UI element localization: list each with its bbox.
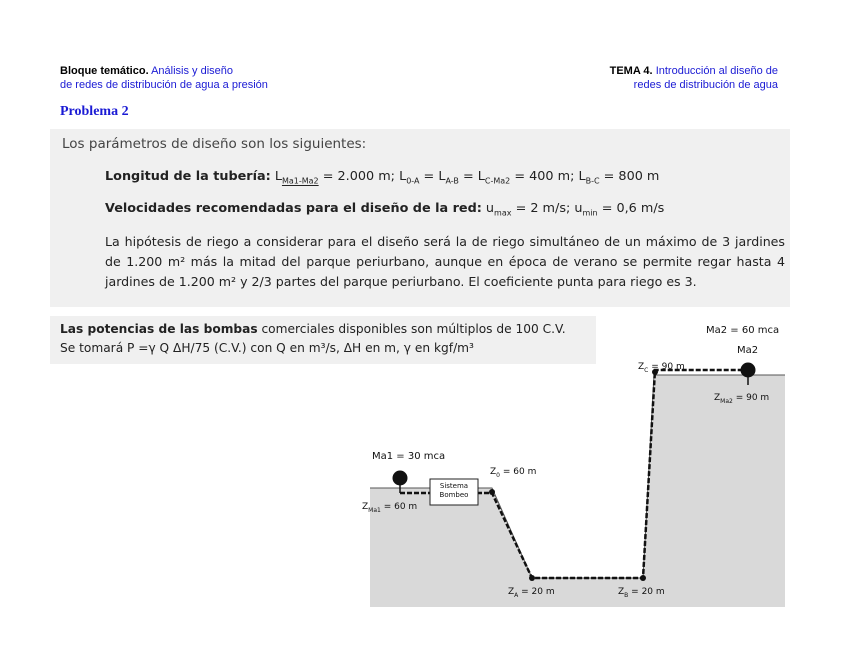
node-a: [529, 575, 535, 581]
header-right-topic: Introducción al diseño de: [655, 65, 778, 77]
irrigation-hypothesis: La hipótesis de riego a considerar para el diseño será la de riego simultáneo de un máximo de 3 jardines de 1.200 m² más la mitad del parque periurbano, aunque en época de verano se permite regar hasta 4 jardines de 1.200 m² y 2/3 partes del parque periurbano. El coeficiente punta para riego es 3.: [105, 234, 785, 289]
z-ma1-label: $Z_{Ma1} = 60$ m: [362, 502, 418, 514]
ma2-pressure-label: Ma2 = 60 mca: [706, 325, 780, 336]
pipe-length-line: Longitud de la tubería: $L_{Ma1-Ma2} = 2.000$ m; $L_{0-A} = L_{A-B} = L_{C-Ma2} = 400$ m; $L_{B-C} = 800$ m: [105, 169, 660, 186]
pumping-system-label: Sistema Bombeo: [439, 482, 469, 499]
z-0-label: $Z_0 = 60$ m: [490, 467, 537, 479]
pipe-length-value-3: = 800 m: [603, 169, 660, 184]
z-c-label: $Z_C = 90$ m: [638, 362, 685, 374]
header-left-topic-2: de redes de distribución de agua a presión: [60, 79, 268, 91]
z-b-label: $Z_B = 20$ m: [618, 587, 665, 599]
pumps-line-1-rest: comerciales disponibles son múltiplos de 100 C.V.: [257, 322, 566, 336]
velocity-max: = 2 m/s;: [515, 201, 571, 216]
header-left-label: Bloque temático.: [60, 65, 149, 77]
velocity-min: = 0,6 m/s: [601, 201, 665, 216]
pumps-line-2: Se tomará P =γ Q ΔH/75 (C.V.) con Q en m³/s, ΔH en m, γ en kgf/m³: [60, 341, 474, 355]
ma1-pressure-label: Ma1 = 30 mca: [372, 451, 446, 462]
pumps-bold: Las potencias de las bombas: [60, 322, 258, 336]
pipe-length-value-2: = 400 m;: [514, 169, 575, 184]
pipe-length-value-1: = 2.000 m;: [322, 169, 395, 184]
manometer-ma1: [393, 471, 408, 486]
header-right-topic-2: redes de distribución de agua: [633, 79, 778, 91]
z-ma2-label: $Z_{Ma2} = 90$ m: [714, 393, 770, 405]
ma2-name-label: Ma2: [737, 345, 759, 356]
velocity-line: Velocidades recomendadas para el diseño de la red: $u_{max} = 2$ m/s; $u_{min} = 0,6$ m/s: [105, 201, 665, 218]
z-a-label: $Z_A = 20$ m: [508, 587, 555, 599]
node-b: [640, 575, 646, 581]
manometer-ma2: [741, 363, 756, 378]
parameters-intro: Los parámetros de diseño son los siguientes:: [62, 136, 367, 152]
pipe-length-label: Longitud de la tubería:: [105, 169, 271, 184]
header-left-topic: Análisis y diseño: [151, 65, 234, 77]
velocity-label: Velocidades recomendadas para el diseño de la red:: [105, 201, 482, 216]
problem-title: Problema 2: [60, 104, 129, 119]
node-0: [489, 489, 495, 495]
header-right-label: TEMA 4.: [609, 65, 653, 77]
